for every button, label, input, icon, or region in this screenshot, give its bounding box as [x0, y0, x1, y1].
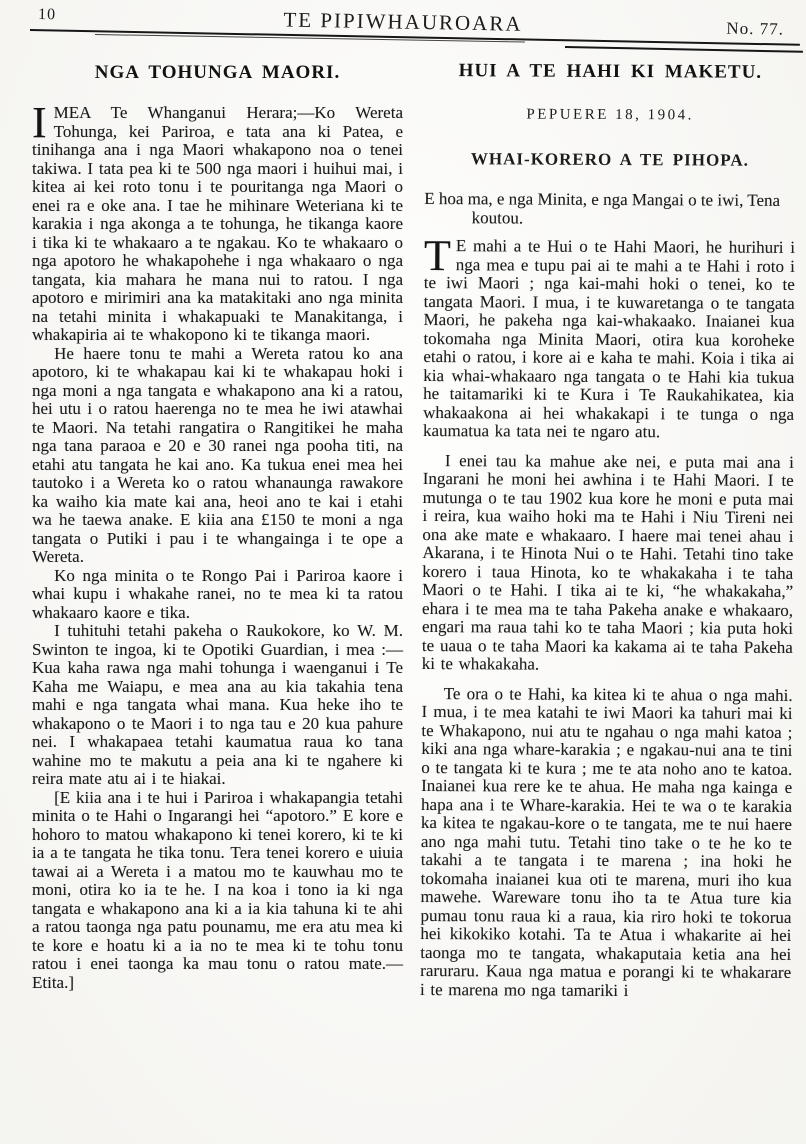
salutation: E hoa ma, e nga Minita, e nga Mangai o te iwi, Tena koutou.: [424, 188, 781, 228]
paragraph: I enei tau ka mahue ake nei, e puta mai ana i Ingarani he moni hei awhina i te Hahi Maori. I te mutunga o te tau 1902 kua kore he moni e puta mai i reira, kua waiho hoki ma te Hahi i Niu Tireni nei ona ake mate e whakaaro. I haere mai tenei ahau i Akarana, i te Hinota Nui o te Hahi. Tetahi tino take korero i taua Hinota, ko te whakakaha i te taha Maori o te Hahi. I tika ai te ki, “he whakakaha,” ehara i te mea ma te taha Pakeha anake e whakaaro, engari ma raua tahi ko te taha Maori ; kia puta hoki te uaua o te taha Maori ka kakama ai te taha Pakeha ki te whakakaha.: [421, 450, 794, 674]
paragraph: Te ora o te Hahi, ka kitea ki te ahua o nga mahi. I mua, i te mea katahi te iwi Maori ka tahuri mai ki te Whakapono, nui atu te ngahau o nga mahi katoa ; kiki ana nga whare-karakia ; e ngakau-nui ana te tini o te tangata ki te kura ; me te ata noho ano te katoa. Inaianei kua rere ke te ahua. He maha nga kainga e hapa ana i te Whare-karakia. Hei te wa o te karakia ka kitea te ngakau-kore o te tangata, me te nui haere ano nga mahi tutu. Tetahi tino take o te he ko te takahi a te tangata i te marena ; ina hoki he tokomaha inaianei kua oti te marena, muri iho kua mawehe. Wareware tonu iho ta te Atua ture kia pumau tonu raua ki a raua, kia riro hoki te tokorua hei kikokiko kotahi. Ta te Atua i whakarite ai hei taonga mo te tangata, whakaputaia ketia ana hei raruraru. Kaua nga matua e porangi ki te whakarare i te marena mo nga tamariki i: [420, 683, 793, 1000]
paragraph: He haere tonu te mahi a Wereta ratou ko ana apotoro, ki te whakapau kai ki te whakapau hoki i nga moni a nga tangata e whakapono ana ki a ratou, hei utu i o ratou haerenga no te mea he iwi atawhai te Maori. Na tetahi rangatira o Rangitikei he maha nga tana paraoa e 20 e 30 ranei nga pooha titi, na etahi atu tangata he kai ano. Ka tukua enei mea hei tautoko i a Wereta ko o ratou whanaunga rawakore ka waiho kia mate kai ana, heoi ano te kai i etahi wa he taewa anake. E kiia ana £150 te moni a nga tangata o Putiki i pau i te whangainga i te ope a Wereta.: [32, 343, 403, 566]
left-article: [32, 50, 403, 999]
page-number: 10: [37, 5, 57, 24]
masthead-row: [0, 0, 806, 39]
drop-cap-t: T: [423, 230, 451, 281]
paragraph: Ko nga minita o te Rongo Pai i Pariroa kaore i whai kupu i whakahe ranei, no te mea ki ta ratou whakaaro kaore e tika.: [32, 565, 403, 622]
paragraph: [32, 98, 403, 345]
article-columns: [0, 50, 806, 999]
issue-number: No. 77.: [726, 18, 785, 39]
right-article-heading: HUI A TE HAHI KI MAKETU.: [458, 60, 763, 83]
paragraph-text: E mahi a te Hui o te Hahi Maori, he hurihuri i nga mea e tupu pai ai te mahi a te Hahi i roto i te iwi Maori ; nga kai-mahi hoki o tenei, ko te tangata Maori. I mua, i te kuwaretanga o te tangata Maori, he pakeha nga kai-whakaako. Inaianei kua tokomaha nga Minita Maori, otira kua koroheke etahi o ratou, i kore ai e kaha te mahi. Koia i tika ai kia whai-whakaaro nga tangata o te Hahi kia tukua he taitamariki ki te Kura i Te Raukahikatea, kia whakaakona ai hei whakakapi i te tunga o nga kaumatua ka tata nei te ngaro atu.: [422, 236, 796, 442]
paragraph-text: MEA Te Whanganui Herara;—Ko Wereta Tohunga, kei Pariroa, e tata ana ki Patea, e tinihanga ana i nga Maori whakapono noa o tenei takiwa. I tata pea ki te 500 nga maori i huihui mai, i kitea ai kei roto tonu i te pouritanga nga Maori o enei ra e oke ana. I tae he mihinare Weteriana ki te karakia i nga akonga a te tohunga, he tikanga kaore i tika ki te whakaaro a te ngakau. Ko te whakaaro o nga apotoro he whakapohehe i nga whakaaro o nga tangata, kia mahara he mana nui to ratou. I nga apotoro e mirimiri ana ka matakitaki ano nga minita na tetahi minita i whakapuaki te Manakitanga, i whakapiria ai te whakopono ki te tikanga maori.: [32, 103, 403, 344]
paragraph: [422, 230, 796, 442]
right-article-subheading: WHAI-KORERO A TE PIHOPA.: [470, 149, 749, 170]
left-article-heading: NGA TOHUNGA MAORI.: [94, 62, 341, 83]
right-article: [420, 50, 796, 1001]
editor-note-paragraph: [E kiia ana i te hui i Pariroa i whakapangia tetahi minita o te Hahi o Ingarangi hei “apotoro.” E kore e hohoro to matou whakapono ki tenei korero, ki te ki ia a te tangata he tika tonu. Tera tenei korero e uiuia tawai ai a Wereta i a matou mo te kauwhau mo te moni, otira ko ia te he. I na koa i tono ia ki nga tangata e whakapono ana ki a ia kia tahuna ki te ahi a ratou taonga nga patu pounamu, me era atu mea ki te kore e hoatu ki a ia no te mea ki te tohu tonu ratou i enei taonga ka mau tonu o ratou mate.—Etita.]: [32, 787, 403, 992]
paragraph: I tuhituhi tetahi pakeha o Raukokore, ko W. M. Swinton te ingoa, ki te Opotiki Guardian, i mea :—Kua kaha rawa nga mahi tohunga i waenganui i Te Kaha me Waiapu, e mea ana au kia takahia tena mahi e nga tangata whai mana. Kua heke iho te whakapono o te Maori i to nga tau e 20 kua pahure nei. I whakapaea tetahi kaumatua raua ko tana wahine mo te makutu a peia ana ki te ngahere ki reira mate atu ai i te hiakai.: [32, 621, 403, 788]
drop-cap-i: I: [32, 98, 47, 147]
newspaper-title: TE PIPIWHAUROARA: [283, 7, 523, 36]
date-line: PEPUERE 18, 1904.: [526, 106, 694, 124]
page-header: [0, 0, 806, 50]
